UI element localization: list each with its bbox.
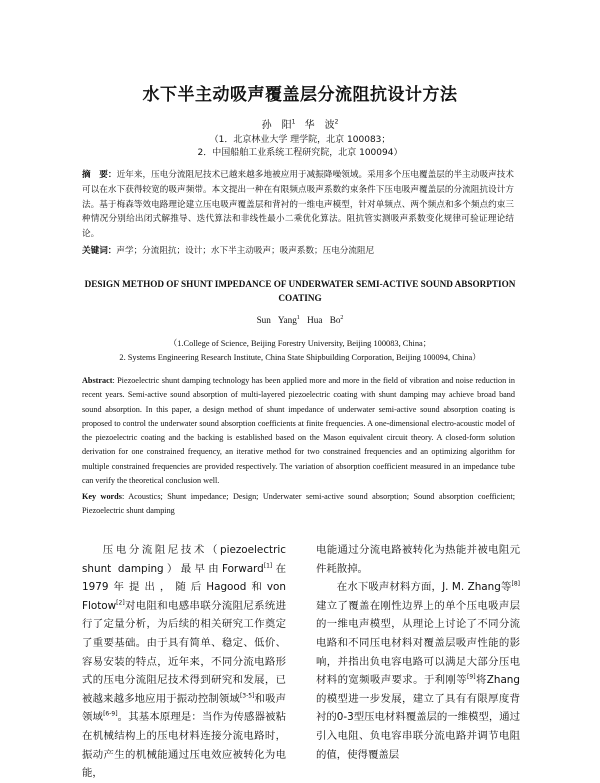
author-2-en: Hua Bo	[307, 315, 341, 325]
body-column-left	[82, 541, 286, 783]
author-2-cn: 华 波	[304, 120, 335, 131]
authors-cn	[0, 116, 600, 131]
body-text: 压电分流阻尼技术（piezoelectric shunt damping）最早由Forward	[82, 544, 286, 575]
citation: [9]	[467, 673, 476, 681]
keywords-cn	[82, 244, 514, 256]
body-text: 和吸声领域	[82, 692, 287, 724]
affiliation-cn-2: 2．中国船舶工业系统工程研究院，北京 100094）	[197, 148, 403, 158]
citation: [1]	[263, 562, 273, 570]
keywords-en-label: Key words	[82, 492, 122, 501]
authors-en	[0, 315, 600, 325]
author-2-cn-sup: 2	[334, 118, 339, 126]
abstract-en-text: : Piezoelectric shunt damping technology has been applied more and more in the field of vibration and noise reduction in recent years. Semi-active sound absorption of multi-layered piezoelectric coating with shunt damping may achieve broad band sound absorption. In this paper, a design method of shunt impedance of underwater semi-active sound absorption coating is proposed to control the underwater sound absorption coefficients at finite frequencies. A one-dimensional electro-acoustic model of the piezoelectric coating and the backing is established based on the Mason equivalent circuit theory. A closed-form solution derivation for one constrained frequency, an iterative method for two constrained frequencies and an optimizing algorithm for multiple constrained frequencies are provided respectively. The variation of absorption coefficient measured in an impedance tube can verify the theoretical conclusion well.	[82, 376, 515, 486]
keywords-en	[82, 490, 515, 519]
keywords-en-text: : Acoustics; Shunt impedance; Design; Underwater semi-active sound absorption; Sound absorption coefficient; Piezoelectric shunt damping	[82, 492, 515, 516]
paper-title-en: DESIGN METHOD OF SHUNT IMPEDANCE OF UNDERWATER SEMI-ACTIVE SOUND ABSORPTION COATING	[84, 279, 516, 303]
abstract-en	[82, 374, 515, 488]
body-paragraph	[82, 541, 286, 783]
affiliation-en-2: 2. Systems Engineering Research Institute, China State Shipbuilding Corporation, Beijing 100094, China）	[119, 353, 481, 362]
body-paragraph: 电能通过分流电路被转化为热能并被电阻元件耗散掉。	[316, 544, 520, 575]
body-column-right	[316, 541, 520, 764]
keywords-cn-text: 声学；分流阻抗；设计；水下半主动吸声；吸声系数；压电分流阻尼	[116, 246, 375, 256]
paper-title-cn: 水下半主动吸声覆盖层分流阻抗设计方法	[142, 85, 458, 105]
author-2-en-sup: 2	[340, 314, 344, 321]
citation: [8]	[511, 580, 520, 588]
body-text: 在水下吸声材料方面，J. M. Zhang等	[336, 581, 512, 594]
keywords-cn-label: 关键词：	[82, 246, 117, 256]
body-text: 在1979年提出，随后Hagood和von Flotow	[82, 562, 286, 612]
author-1-en: Sun Yang	[256, 315, 297, 325]
author-1-cn: 孙 阳	[261, 120, 292, 131]
abstract-cn	[82, 168, 514, 242]
abstract-cn-label: 摘 要：	[82, 170, 117, 180]
affiliation-en-1: （1.College of Science, Beijing Forestry University, Beijing 100083, China；	[168, 339, 432, 348]
abstract-cn-text: 近年来，压电分流阻尼技术已越来越多地被应用于减振降噪领域。采用多个压电覆盖层的半主动吸声技术可以在水下获得较宽的吸声频带。本文提出一种在有限频点吸声系数约束条件下压电吸声覆盖层的分流阻抗设计方法。基于梅森等效电路理论建立压电吸声覆盖层和背衬的一维电声模型，针对单频点、两个频点和多个频点约束三种情况分别给出闭式解推导、迭代算法和非线性最小二乘优化算法。阻抗管实测吸声系数变化规律可验证理论结论。	[82, 170, 514, 240]
author-1-en-sup: 1	[296, 314, 300, 321]
abstract-en-label: Abstract	[82, 376, 113, 385]
citation: [2]	[116, 599, 125, 607]
affiliation-cn-1: （1．北京林业大学 理学院，北京 100083；	[209, 135, 391, 145]
body-text: 。其基本原理是：当作为传感器被粘在机械结构上的压电材料连接分流电路时，振动产生的机械能通过压电效应被转化为电能，	[82, 711, 287, 780]
body-text: 对电阻和电感串联分流阻尼系统进行了定量分析，为后续的相关研究工作奠定了重要基础。由于具有简单、稳定、低价、容易安装的特点，近年来，不同分流电路形式的压电分流阻尼技术得到研究和发展，已被越来越多地应用于振动控制领域	[82, 599, 286, 705]
author-1-cn-sup: 1	[291, 118, 296, 126]
body-paragraph	[316, 578, 520, 764]
body-text: 将Zhang的模型进一步发展，建立了具有有限厚度背衬的0-3型压电材料覆盖层的一维模型，通过引入电阻、负电容串联分流电路并调节电阻的值，使得覆盖层	[316, 674, 521, 761]
citation: [6-9]	[103, 710, 118, 718]
citation: [3-5]	[239, 692, 255, 700]
body-text: 建立了覆盖在刚性边界上的单个压电吸声层的一维电声模型，从理论上讨论了不同分流电路和不同压电材料对覆盖层吸声性能的影响，并指出负电容电路可以满足大部分压电材料的宽频吸声要求。于利刚等	[316, 599, 520, 687]
